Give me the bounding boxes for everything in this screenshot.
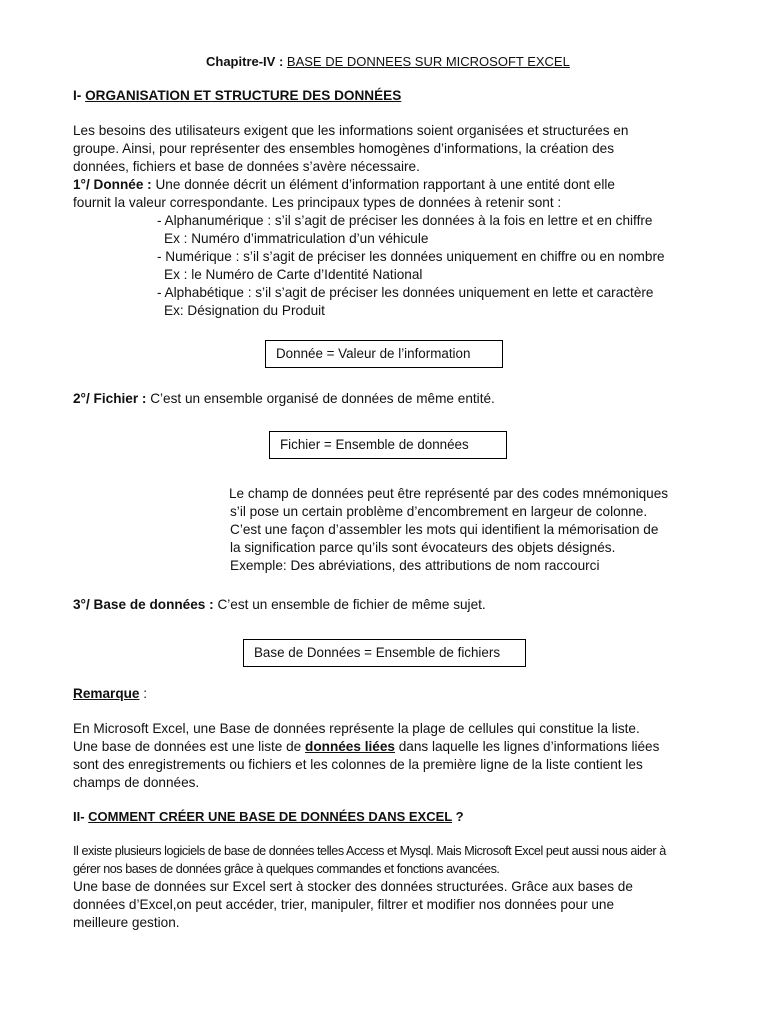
remarque-heading	[73, 685, 147, 703]
type-item: - Alphanumérique : s’il s’agit de préciser les données à la fois en lettre et en chiffre	[157, 213, 653, 228]
fichier-definition	[73, 390, 495, 408]
donnee-label: 1°/ Donnée :	[73, 177, 152, 192]
section2-title: COMMENT CRÉER UNE BASE DE DONNÉES DANS EXCEL	[88, 809, 452, 824]
remarque-line2-post: dans laquelle les lignes d’informations liées	[394, 739, 660, 754]
fichier-formula-box: Fichier = Ensemble de données	[269, 431, 507, 459]
remarque-line: En Microsoft Excel, une Base de données représente la plage de cellules qui constitue la liste.	[73, 721, 640, 736]
fichier-def: C’est un ensemble organisé de données de même entité.	[146, 391, 495, 406]
fichier-label: 2°/ Fichier :	[73, 391, 147, 406]
remarque-colon: :	[139, 686, 148, 701]
type-example: Ex : Numéro d’immatriculation d’un véhicule	[164, 231, 429, 246]
fichier-note-line: la signification parce qu’ils sont évocateurs des objets désignés.	[230, 540, 616, 555]
fichier-note-line: s’il pose un certain problème d’encombrement en largeur de colonne.	[230, 504, 648, 519]
remarque-line: champs de données.	[73, 775, 200, 790]
title-main: BASE DE DONNEES SUR MICROSOFT EXCEL	[286, 54, 570, 69]
remarque-line: sont des enregistrements ou fichiers et les colonnes de la première ligne de la liste contient les	[73, 757, 643, 772]
donnees-liees-link: données liées	[305, 739, 395, 754]
remarque-line2-pre: Une base de données est une liste de	[73, 739, 306, 754]
donnee-def: Une donnée décrit un élément d’information rapportant à une entité dont elle	[151, 177, 615, 192]
donnee-formula-box: Donnée = Valeur de l’information	[265, 340, 503, 368]
section1-num: I-	[73, 88, 86, 103]
remarque-line	[73, 738, 659, 756]
remarque-label: Remarque	[73, 686, 140, 701]
base-def: C’est un ensemble de fichier de même sujet.	[213, 597, 486, 612]
fichier-note-line: C’est une façon d’assembler les mots qui identifient la mémorisation de	[230, 522, 659, 537]
base-label: 3°/ Base de données :	[73, 597, 214, 612]
type-example: Ex : le Numéro de Carte d’Identité National	[164, 267, 423, 282]
fichier-note-line: Le champ de données peut être représenté par des codes mnémoniques	[229, 486, 669, 501]
section2-suffix: ?	[451, 809, 464, 824]
section1-heading	[73, 87, 401, 105]
section2-heading	[73, 808, 464, 826]
donnee-def-cont: fournit la valeur correspondante. Les principaux types de données à retenir sont :	[73, 195, 562, 210]
section2-num: II-	[73, 809, 89, 824]
type-example: Ex: Désignation du Produit	[164, 303, 325, 318]
section1-title: ORGANISATION ET STRUCTURE DES DONNÉES	[85, 88, 402, 103]
type-item: - Alphabétique : s’il s’agit de préciser les données uniquement en lette et caractère	[157, 285, 654, 300]
intro-line: données, fichiers et base de données s’avère nécessaire.	[73, 159, 420, 174]
excel-body-line: données d’Excel,on peut accéder, trier, manipuler, filtrer et modifier nos données pour une	[73, 897, 615, 912]
title-prefix: Chapitre-IV :	[206, 54, 287, 69]
excel-intro-line: gérer nos bases de données grâce à quelques commandes et fonctions avancées.	[73, 862, 500, 876]
donnee-definition	[73, 176, 615, 194]
base-definition	[73, 596, 486, 614]
base-formula-box: Base de Données = Ensemble de fichiers	[243, 639, 526, 667]
intro-line: groupe. Ainsi, pour représenter des ensembles homogènes d’informations, la création des	[73, 141, 615, 156]
page-title	[206, 53, 570, 71]
excel-body-line: meilleure gestion.	[73, 915, 180, 930]
intro-line: Les besoins des utilisateurs exigent que les informations soient organisées et structurées en	[73, 123, 629, 138]
type-item: - Numérique : s’il s’agit de préciser les données uniquement en chiffre ou en nombre	[157, 249, 665, 264]
fichier-note-line: Exemple: Des abréviations, des attributions de nom raccourci	[230, 558, 600, 573]
excel-intro-line: Il existe plusieurs logiciels de base de données telles Access et Mysql. Mais Microsoft Excel peut aussi nous aider à	[73, 844, 666, 858]
excel-body-line: Une base de données sur Excel sert à stocker des données structurées. Grâce aux bases de	[73, 879, 633, 894]
